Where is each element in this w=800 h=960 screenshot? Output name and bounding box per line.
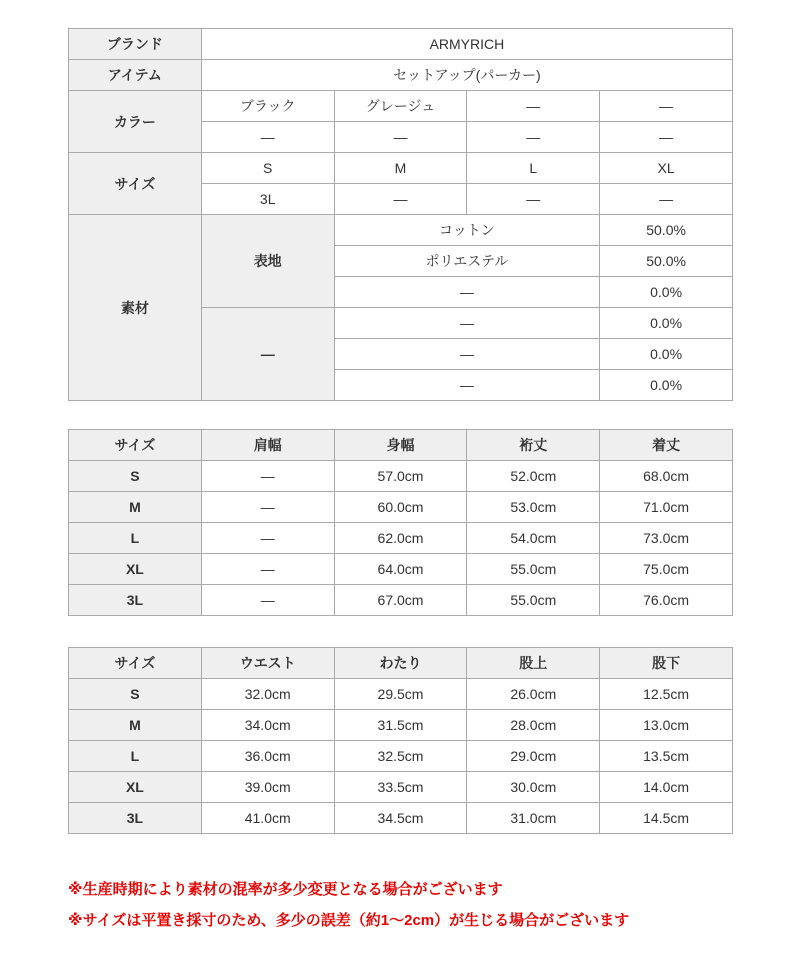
row-size-label: S bbox=[69, 679, 202, 710]
note-material-disclaimer: ※生産時期により素材の混率が多少変更となる場合がございます bbox=[68, 881, 503, 898]
product-info-table bbox=[68, 28, 733, 401]
measurement-cell: — bbox=[201, 461, 334, 492]
measurement-cell: 14.0cm bbox=[600, 772, 733, 803]
material-percent: 0.0% bbox=[600, 370, 733, 401]
header-row bbox=[69, 430, 733, 461]
material-name: — bbox=[334, 339, 600, 370]
measurement-cell: 75.0cm bbox=[600, 554, 733, 585]
column-header: わたり bbox=[334, 648, 467, 679]
material-percent: 50.0% bbox=[600, 246, 733, 277]
measurement-cell: 71.0cm bbox=[600, 492, 733, 523]
measurement-cell: — bbox=[201, 585, 334, 616]
table-row bbox=[69, 803, 733, 834]
row-size-label: M bbox=[69, 710, 202, 741]
material-row bbox=[69, 215, 733, 246]
material-name: — bbox=[334, 277, 600, 308]
row-size-label: L bbox=[69, 741, 202, 772]
table-row bbox=[69, 523, 733, 554]
size-label: サイズ bbox=[69, 153, 202, 215]
size-cell: XL bbox=[600, 153, 733, 184]
column-header: サイズ bbox=[69, 648, 202, 679]
measurement-cell: 30.0cm bbox=[467, 772, 600, 803]
size-cell: — bbox=[600, 184, 733, 215]
measurement-cell: 57.0cm bbox=[334, 461, 467, 492]
color-row bbox=[69, 91, 733, 122]
color-cell: — bbox=[600, 122, 733, 153]
color-cell: — bbox=[600, 91, 733, 122]
measurement-cell: 26.0cm bbox=[467, 679, 600, 710]
size-cell: — bbox=[467, 184, 600, 215]
measurement-cell: 31.5cm bbox=[334, 710, 467, 741]
table-row bbox=[69, 492, 733, 523]
color-cell: ブラック bbox=[201, 91, 334, 122]
row-size-label: S bbox=[69, 461, 202, 492]
measurement-cell: 55.0cm bbox=[467, 585, 600, 616]
column-header: 股下 bbox=[600, 648, 733, 679]
brand-label: ブランド bbox=[69, 29, 202, 60]
row-size-label: 3L bbox=[69, 803, 202, 834]
item-value: セットアップ(パーカー) bbox=[201, 60, 732, 91]
color-cell: — bbox=[201, 122, 334, 153]
measurement-cell: 34.0cm bbox=[201, 710, 334, 741]
brand-row bbox=[69, 29, 733, 60]
measurement-cell: 33.5cm bbox=[334, 772, 467, 803]
measurement-cell: 13.0cm bbox=[600, 710, 733, 741]
column-header: 肩幅 bbox=[201, 430, 334, 461]
color-cell: — bbox=[467, 122, 600, 153]
column-header: サイズ bbox=[69, 430, 202, 461]
brand-value: ARMYRICH bbox=[201, 29, 732, 60]
measurement-cell: 28.0cm bbox=[467, 710, 600, 741]
measurement-cell: 76.0cm bbox=[600, 585, 733, 616]
measurement-cell: 53.0cm bbox=[467, 492, 600, 523]
measurement-cell: 32.5cm bbox=[334, 741, 467, 772]
measurement-cell: 31.0cm bbox=[467, 803, 600, 834]
table-row bbox=[69, 554, 733, 585]
table-row bbox=[69, 585, 733, 616]
material-part-label: — bbox=[201, 308, 334, 401]
tops-measurement-table bbox=[68, 429, 733, 616]
disclaimer-notes bbox=[68, 874, 800, 936]
table-row bbox=[69, 679, 733, 710]
row-size-label: XL bbox=[69, 772, 202, 803]
column-header: 身幅 bbox=[334, 430, 467, 461]
size-row bbox=[69, 153, 733, 184]
color-cell: — bbox=[334, 122, 467, 153]
row-size-label: 3L bbox=[69, 585, 202, 616]
column-header: ウエスト bbox=[201, 648, 334, 679]
material-name: ポリエステル bbox=[334, 246, 600, 277]
measurement-cell: — bbox=[201, 523, 334, 554]
column-header: 着丈 bbox=[600, 430, 733, 461]
measurement-cell: 62.0cm bbox=[334, 523, 467, 554]
measurement-cell: — bbox=[201, 492, 334, 523]
note-size-disclaimer: ※サイズは平置き採寸のため、多少の誤差（約1～2cm）が生じる場合がございます bbox=[68, 912, 630, 929]
material-percent: 0.0% bbox=[600, 339, 733, 370]
size-cell: L bbox=[467, 153, 600, 184]
measurement-cell: 14.5cm bbox=[600, 803, 733, 834]
row-size-label: XL bbox=[69, 554, 202, 585]
row-size-label: L bbox=[69, 523, 202, 554]
measurement-cell: 13.5cm bbox=[600, 741, 733, 772]
material-label: 素材 bbox=[69, 215, 202, 401]
measurement-cell: 55.0cm bbox=[467, 554, 600, 585]
measurement-cell: 12.5cm bbox=[600, 679, 733, 710]
material-percent: 0.0% bbox=[600, 308, 733, 339]
material-part-label: 表地 bbox=[201, 215, 334, 308]
color-cell: グレージュ bbox=[334, 91, 467, 122]
table-row bbox=[69, 741, 733, 772]
measurement-cell: 68.0cm bbox=[600, 461, 733, 492]
size-cell: M bbox=[334, 153, 467, 184]
item-row bbox=[69, 60, 733, 91]
table-row bbox=[69, 710, 733, 741]
measurement-cell: 29.0cm bbox=[467, 741, 600, 772]
measurement-cell: 67.0cm bbox=[334, 585, 467, 616]
measurement-cell: 73.0cm bbox=[600, 523, 733, 554]
material-name: — bbox=[334, 370, 600, 401]
measurement-cell: 29.5cm bbox=[334, 679, 467, 710]
table-row bbox=[69, 772, 733, 803]
measurement-cell: 34.5cm bbox=[334, 803, 467, 834]
column-header: 股上 bbox=[467, 648, 600, 679]
table-row bbox=[69, 461, 733, 492]
measurement-cell: 60.0cm bbox=[334, 492, 467, 523]
item-label: アイテム bbox=[69, 60, 202, 91]
row-size-label: M bbox=[69, 492, 202, 523]
size-cell: 3L bbox=[201, 184, 334, 215]
measurement-cell: 41.0cm bbox=[201, 803, 334, 834]
measurement-cell: — bbox=[201, 554, 334, 585]
size-cell: — bbox=[334, 184, 467, 215]
material-percent: 50.0% bbox=[600, 215, 733, 246]
header-row bbox=[69, 648, 733, 679]
measurement-cell: 64.0cm bbox=[334, 554, 467, 585]
measurement-cell: 52.0cm bbox=[467, 461, 600, 492]
column-header: 裄丈 bbox=[467, 430, 600, 461]
measurement-cell: 36.0cm bbox=[201, 741, 334, 772]
material-percent: 0.0% bbox=[600, 277, 733, 308]
material-name: — bbox=[334, 308, 600, 339]
color-cell: — bbox=[467, 91, 600, 122]
measurement-cell: 32.0cm bbox=[201, 679, 334, 710]
size-cell: S bbox=[201, 153, 334, 184]
measurement-cell: 54.0cm bbox=[467, 523, 600, 554]
material-name: コットン bbox=[334, 215, 600, 246]
measurement-cell: 39.0cm bbox=[201, 772, 334, 803]
color-label: カラー bbox=[69, 91, 202, 153]
bottoms-measurement-table bbox=[68, 647, 733, 834]
